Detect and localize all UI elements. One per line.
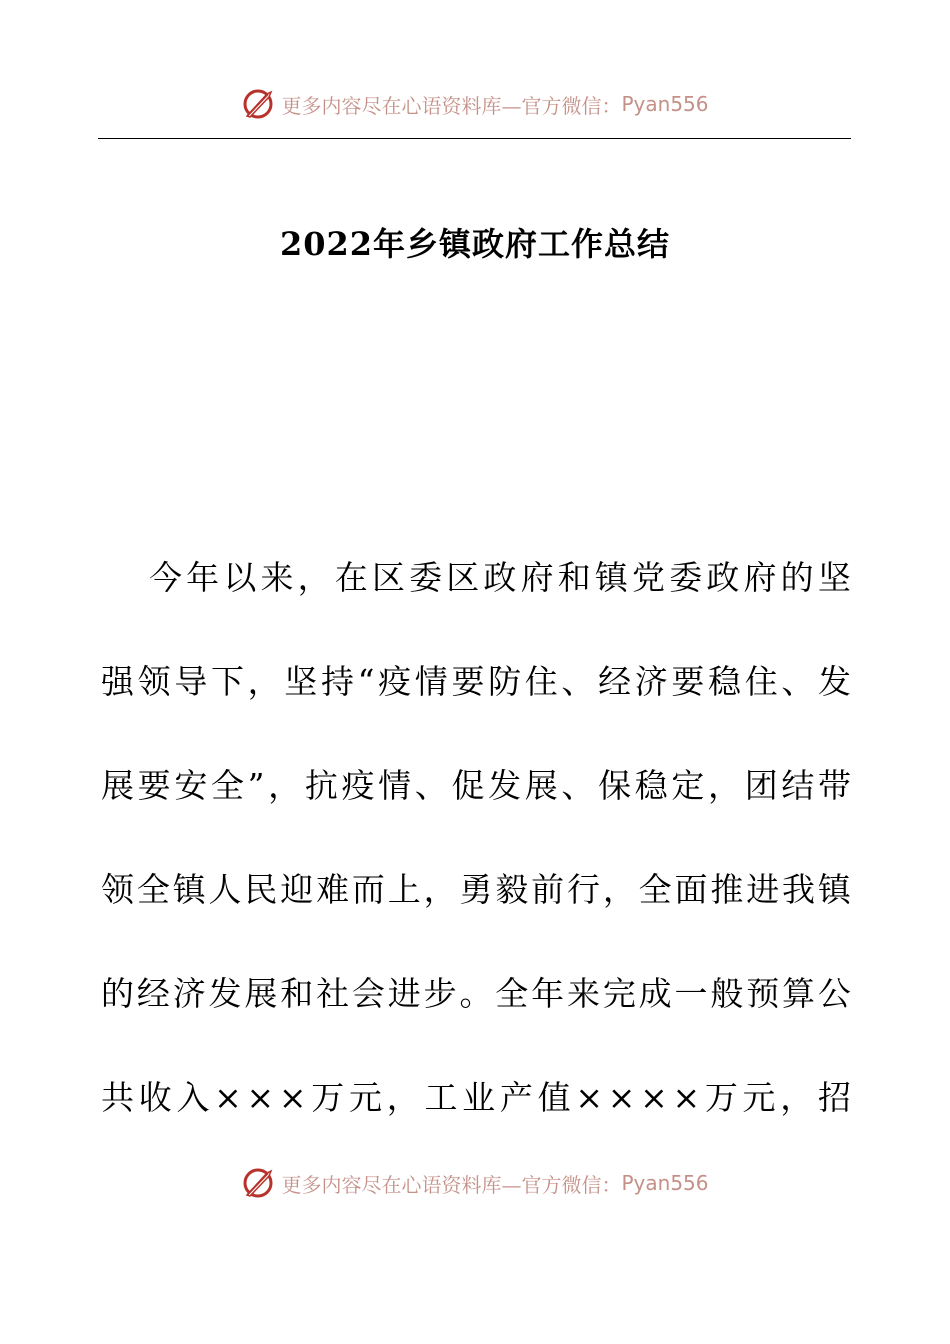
watermark-wechat-id: Pyan556 [621,92,709,116]
paragraph-line: 领 全 镇 人 民 迎 难 而 上 ， 勇 毅 前 行 ， 全 面 推 进 我 镇 [101,870,851,909]
paragraph-line: 强 领 导 下 ， 坚 持 “ 疫 情 要 防 住 、 经 济 要 稳 住 、 发 [101,662,851,701]
header-divider [98,138,851,139]
paragraph-line: 共 收 入 × × × 万 元 ， 工 业 产 值 × × × × 万 元 ， 招 [101,1078,851,1117]
paragraph-line: 今 年 以 来 ， 在 区 委 区 政 府 和 镇 党 委 政 府 的 坚 [149,558,851,597]
pen-logo-icon [241,86,277,122]
document-title: 2022年乡镇政府工作总结 [279,225,671,263]
watermark-text: 更多内容尽在心语资料库—官方微信： [281,93,622,118]
watermark-text: 更多内容尽在心语资料库—官方微信： [281,1172,622,1197]
watermark-wechat-id: Pyan556 [621,1171,709,1195]
paragraph-line: 的 经 济 发 展 和 社 会 进 步 。 全 年 来 完 成 一 般 预 算 公 [101,974,851,1013]
pen-logo-icon [241,1165,277,1201]
page-header-watermark [0,84,950,124]
page-footer-watermark [0,1163,950,1203]
paragraph-line: 展 要 安 全 ” ， 抗 疫 情 、 促 发 展 、 保 稳 定 ， 团 结 带 [101,766,851,805]
